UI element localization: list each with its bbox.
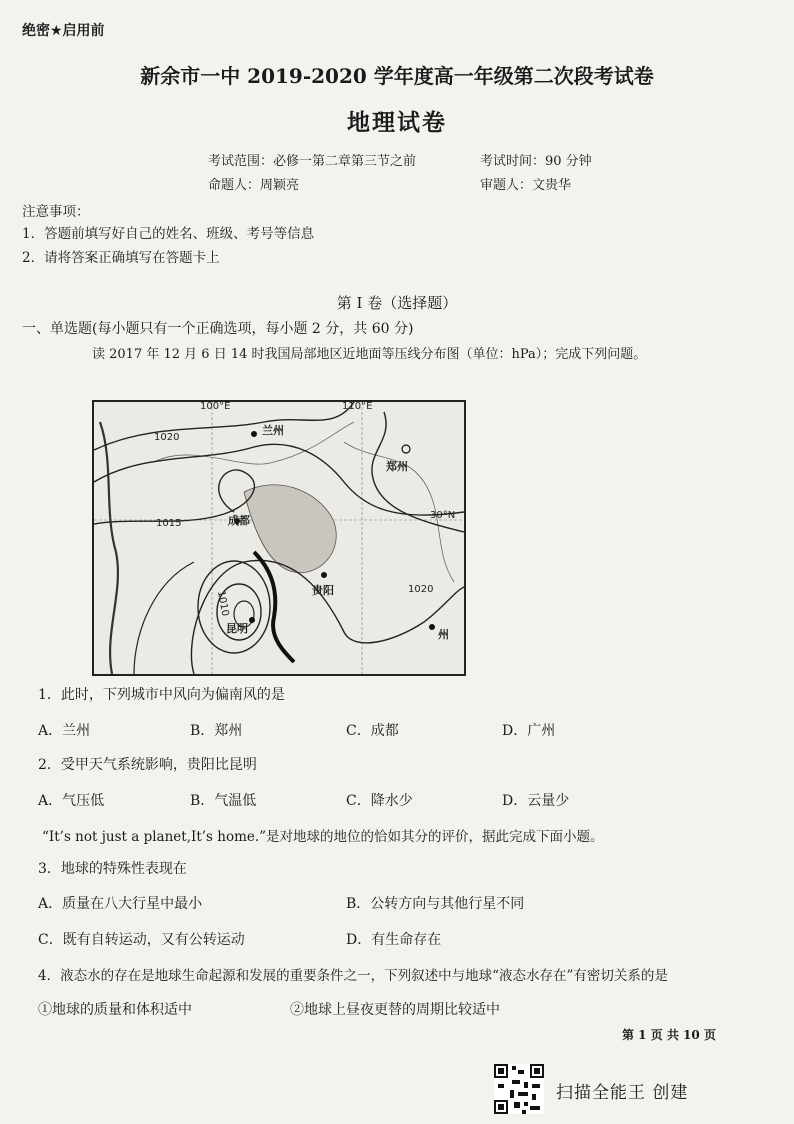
lon-label: 110°E bbox=[342, 401, 373, 412]
isobar-label: 1020 bbox=[408, 584, 434, 595]
exam-title: 新余市一中 2019-2020 学年度高一年级第二次段考试卷 bbox=[140, 64, 654, 88]
option: D．云量少 bbox=[502, 793, 570, 809]
question-stem: 1．此时，下列城市中风向为偏南风的是 bbox=[38, 687, 285, 703]
option: D．广州 bbox=[502, 723, 556, 739]
city-label: 昆明 bbox=[226, 622, 248, 635]
isobar-label: 1015 bbox=[156, 518, 182, 529]
question-stem: 4．液态水的存在是地球生命起源和发展的重要条件之一，下列叙述中与地球“液态水存在”有密切关系的是 bbox=[38, 968, 668, 984]
option: B．公转方向与其他行星不同 bbox=[346, 896, 525, 912]
secret-tag: 绝密★启用前 bbox=[22, 23, 105, 39]
question-intro: “It’s not just a planet,It’s home.”是对地球的地位的恰如其分的评价，据此完成下面小题。 bbox=[42, 829, 604, 845]
option: A．质量在八大行星中最小 bbox=[38, 896, 203, 912]
city-label: 成都 bbox=[228, 514, 250, 527]
city-label: 贵阳 bbox=[312, 584, 334, 597]
option: ①地球的质量和体积适中 bbox=[38, 1002, 192, 1018]
option: D．有生命存在 bbox=[346, 932, 442, 948]
exam-time: 考试时间：90 分钟 bbox=[480, 154, 592, 169]
note-item: 1．答题前填写好自己的姓名、班级、考号等信息 bbox=[22, 226, 315, 242]
question-stem: 3．地球的特殊性表现在 bbox=[38, 861, 187, 877]
exam-subtitle: 地理试卷 bbox=[347, 110, 447, 136]
page-number: 第 1 页 共 10 页 bbox=[622, 1028, 716, 1042]
exam-author: 命题人：周颖亮 bbox=[208, 178, 300, 193]
city-label: 郑州 bbox=[386, 460, 408, 473]
map-intro: 读 2017 年 12 月 6 日 14 时我国局部地区近地面等压线分布图（单位：hPa）；完成下列问题。 bbox=[92, 347, 647, 362]
part-heading: 一、单选题(每小题只有一个正确选项，每小题 2 分，共 60 分) bbox=[22, 321, 414, 337]
option: C．成都 bbox=[346, 723, 399, 739]
option: A．气压低 bbox=[38, 793, 105, 809]
option: ②地球上昼夜更替的周期比较适中 bbox=[290, 1002, 500, 1018]
qr-code-icon bbox=[494, 1064, 544, 1114]
option: C．既有自转运动，又有公转运动 bbox=[38, 932, 245, 948]
section-title: 第 I 卷（选择题） bbox=[336, 294, 458, 312]
city-label: 兰州 bbox=[262, 424, 284, 437]
isobar-label: 1010 bbox=[215, 590, 231, 617]
lat-label: 30°N bbox=[430, 510, 456, 521]
option: C．降水少 bbox=[346, 793, 413, 809]
option: A．兰州 bbox=[38, 723, 91, 739]
isobar-map bbox=[92, 400, 466, 676]
question-stem: 2．受甲天气系统影响，贵阳比昆明 bbox=[38, 757, 257, 773]
option: B．气温低 bbox=[190, 793, 257, 809]
city-label: 州 bbox=[438, 628, 449, 641]
isobar-map-drawing bbox=[94, 402, 464, 674]
scanner-credit: 扫描全能王 创建 bbox=[556, 1083, 689, 1103]
lon-label: 100°E bbox=[200, 401, 231, 412]
notes-heading: 注意事项： bbox=[22, 204, 90, 220]
option: B．郑州 bbox=[190, 723, 243, 739]
exam-scope: 考试范围：必修一第二章第三节之前 bbox=[208, 154, 417, 169]
isobar-label: 1020 bbox=[154, 432, 180, 443]
note-item: 2．请将答案正确填写在答题卡上 bbox=[22, 250, 220, 266]
exam-reviewer: 审题人：文贵华 bbox=[480, 178, 572, 193]
